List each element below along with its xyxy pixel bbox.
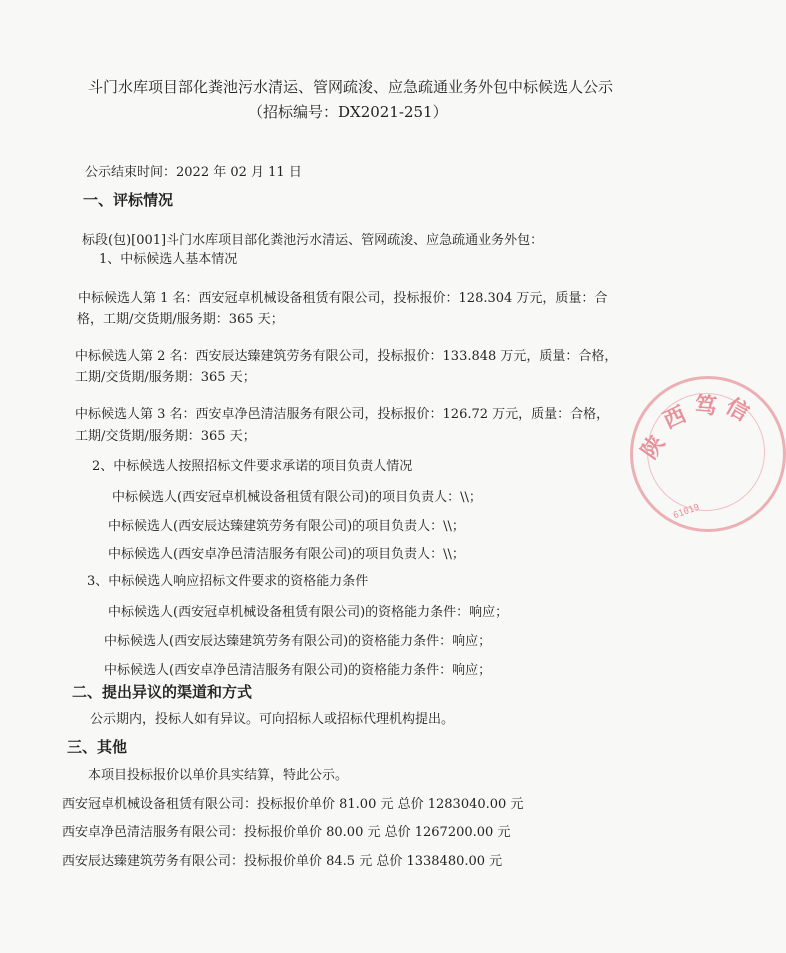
section2-text: 公示期内，投标人如有异议。可向招标人或招标代理机构提出。 [90, 712, 455, 727]
project-manager-3: 中标候选人(西安卓净邑清洁服务有限公司)的项目负责人：\\； [108, 547, 465, 562]
project-manager-2: 中标候选人(西安辰达臻建筑劳务有限公司)的项目负责人：\\； [108, 519, 465, 534]
seal-char: 西 [659, 401, 691, 435]
qualification-3: 中标候选人(西安卓净邑清洁服务有限公司)的资格能力条件：响应； [104, 663, 492, 678]
candidate3-line2: 工期/交货期/服务期：365 天； [75, 429, 256, 444]
doc-title-line1: 斗门水库项目部化粪池污水清运、管网疏浚、应急疏通业务外包中标候选人公示 [88, 78, 614, 96]
seal-char: 陕 [636, 430, 671, 464]
section2-heading: 二、提出异议的渠道和方式 [72, 683, 253, 701]
section1-intro: 标段(包)[001]斗门水库项目部化粪池污水清运、管网疏浚、应急疏通业务外包： [82, 233, 544, 248]
section1-sub2: 2、中标候选人按照招标文件要求承诺的项目负责人情况 [92, 459, 413, 474]
price-line-3: 西安辰达臻建筑劳务有限公司：投标报价单价 84.5 元 总价 1338480.00 元 [62, 854, 503, 869]
candidate2-line1: 中标候选人第 2 名：西安辰达臻建筑劳务有限公司，投标报价：133.848 万元，质量：合格， [75, 349, 618, 364]
candidate3-line1: 中标候选人第 3 名：西安卓净邑清洁服务有限公司，投标报价：126.72 万元，质量：合格， [75, 407, 610, 422]
seal-char: 信 [721, 393, 754, 427]
section3-text: 本项目投标报价以单价具实结算，特此公示。 [88, 768, 349, 783]
qualification-2: 中标候选人(西安辰达臻建筑劳务有限公司)的资格能力条件：响应； [104, 634, 492, 649]
qualification-1: 中标候选人(西安冠卓机械设备租赁有限公司)的资格能力条件：响应； [108, 605, 509, 620]
candidate1-line2: 格，工期/交货期/服务期：365 天； [77, 312, 284, 327]
seal-code: 61019 [672, 502, 701, 522]
doc-title-line2: （招标编号：DX2021-251） [248, 103, 448, 121]
section3-heading: 三、其他 [67, 738, 128, 756]
section1-sub3: 3、中标候选人响应招标文件要求的资格能力条件 [87, 574, 369, 589]
price-line-2: 西安卓净邑清洁服务有限公司：投标报价单价 80.00 元 总价 1267200.00 元 [62, 825, 511, 840]
section1-sub1: 1、中标候选人基本情况 [99, 252, 238, 267]
candidate2-line2: 工期/交货期/服务期：365 天； [75, 370, 256, 385]
project-manager-1: 中标候选人(西安冠卓机械设备租赁有限公司)的项目负责人：\\； [112, 490, 482, 505]
publication-end-time: 公示结束时间：2022 年 02 月 11 日 [85, 165, 302, 180]
candidate1-line1: 中标候选人第 1 名：西安冠卓机械设备租赁有限公司，投标报价：128.304 万元，质量：合 [78, 291, 608, 306]
section1-heading: 一、评标情况 [83, 191, 174, 209]
seal-char: 笃 [693, 392, 718, 420]
company-seal [630, 376, 786, 532]
price-line-1: 西安冠卓机械设备租赁有限公司：投标报价单价 81.00 元 总价 1283040.00 元 [62, 797, 524, 812]
